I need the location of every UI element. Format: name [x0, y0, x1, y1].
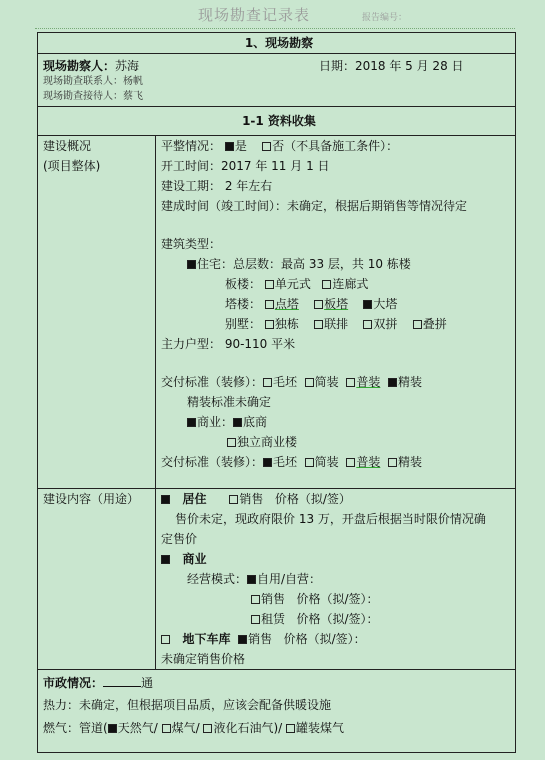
delivery2-rough-checkbox[interactable] [263, 458, 272, 467]
slab-unit-label: 单元式 [274, 277, 311, 291]
commerce-checkbox[interactable] [187, 418, 196, 427]
slab-corridor-label: 连廊式 [332, 277, 369, 291]
garage-note: 未确定销售价格 [161, 652, 246, 666]
construction-duration: 建设工期： 2 年左右 [161, 179, 273, 193]
contact-person: 现场勘查联系人：杨帆 [43, 76, 143, 87]
overview-sublabel: (项目整体) [43, 159, 101, 173]
villa-line [161, 314, 515, 334]
villa-row-checkbox[interactable] [314, 320, 323, 329]
natural-gas-checkbox[interactable] [108, 724, 117, 733]
garage-line [161, 629, 515, 649]
fine-standard-note: 精装标准未确定 [187, 395, 272, 409]
surveyor-label: 现场勘察人： [43, 59, 116, 73]
self-use-label: 自用/自营： [257, 572, 322, 586]
tower-line [161, 294, 515, 314]
delivery-rough-label: 毛坯 [273, 375, 298, 389]
tower-label: 塔楼： [225, 297, 262, 311]
ground-shop-checkbox[interactable] [233, 418, 242, 427]
delivery2-fine-label: 精装 [397, 455, 422, 469]
section1-info-row [38, 54, 516, 107]
commerce-sale-label: 销售 [261, 592, 286, 606]
garage-checkbox[interactable] [161, 635, 170, 644]
section1-title: 1、现场勘察 [38, 33, 516, 54]
receiver-person: 现场勘查接待人：蔡飞 [43, 91, 143, 102]
tower-point-checkbox[interactable] [265, 300, 274, 309]
standalone-commerce-line [161, 432, 515, 452]
residence-text: 住宅：总层数：最高 33 层，共 10 栋楼 [197, 257, 411, 271]
residence-price-label: 价格（拟/签） [274, 492, 351, 506]
start-time: 开工时间：2017 年 11 月 1 日 [161, 159, 330, 173]
garage-label: 地下车库 [182, 632, 231, 646]
flat-yes-label: 是 [234, 139, 247, 153]
tower-big-checkbox[interactable] [363, 300, 372, 309]
delivery-simple-checkbox[interactable] [305, 378, 314, 387]
lpg-checkbox[interactable] [203, 724, 212, 733]
commerce-rent-price: 价格（拟/签）： [296, 612, 379, 626]
flatness-label: 平整情况： [161, 139, 222, 153]
villa-single-checkbox[interactable] [265, 320, 274, 329]
villa-row-label: 联排 [324, 317, 349, 331]
commerce-line [161, 412, 515, 432]
residence-sale-label: 销售 [239, 492, 264, 506]
delivery-normal-checkbox[interactable] [346, 378, 355, 387]
use-residence-checkbox[interactable] [161, 495, 170, 504]
delivery-line [161, 372, 515, 392]
form-title: 现场勘查记录表 [198, 6, 311, 24]
garage-price-label: 价格（拟/签）： [283, 632, 366, 646]
slab-unit-checkbox[interactable] [265, 280, 274, 289]
canned-gas-label: 罐装煤气 [296, 721, 345, 735]
garage-sale-checkbox[interactable] [238, 635, 247, 644]
section1-title-row [38, 33, 516, 54]
lpg-label: 液化石油气)/ [213, 721, 283, 735]
delivery-fine-label: 精装 [397, 375, 422, 389]
commerce-sale-price: 价格（拟/签）： [296, 592, 379, 606]
gas-line [43, 716, 515, 740]
delivery-simple-label: 简装 [314, 375, 339, 389]
flatness-line [161, 136, 515, 156]
ground-shop-label: 底商 [243, 415, 268, 429]
overview-row [38, 136, 516, 489]
commerce-rent-line [161, 609, 515, 629]
self-use-checkbox[interactable] [247, 575, 256, 584]
ops-mode-line [161, 569, 515, 589]
residence-sale-checkbox[interactable] [229, 495, 238, 504]
garage-sale-label: 销售 [248, 632, 273, 646]
delivery2-normal-label: 普装 [356, 455, 381, 469]
price-note-line2: 定售价 [161, 532, 198, 546]
survey-form-table [37, 32, 516, 753]
residence-line [161, 254, 515, 274]
use-residence-label: 居住 [182, 492, 207, 506]
standalone-commerce-label: 独立商业楼 [237, 435, 298, 449]
tower-slab-checkbox[interactable] [314, 300, 323, 309]
section11-title-row [38, 107, 516, 136]
heat-line: 热力：未确定，但根据项目品质，应该会配备供暖设施 [43, 698, 332, 712]
slab-label: 板楼： [225, 277, 262, 291]
residence-use-line [161, 489, 515, 509]
canned-gas-checkbox[interactable] [286, 724, 295, 733]
commerce-sale-line [161, 589, 515, 609]
delivery-label: 交付标准（装修）： [161, 375, 264, 389]
commerce-rent-label: 租赁 [261, 612, 286, 626]
commerce-sale-checkbox[interactable] [251, 595, 260, 604]
villa-double-label: 双拼 [373, 317, 398, 331]
municipal-row [38, 670, 516, 753]
delivery-fine-checkbox[interactable] [388, 378, 397, 387]
delivery2-simple-checkbox[interactable] [305, 458, 314, 467]
villa-stack-label: 叠拼 [422, 317, 447, 331]
gas-prefix: 燃气：管道( [43, 721, 108, 735]
delivery-rough-checkbox[interactable] [263, 378, 272, 387]
delivery2-normal-checkbox[interactable] [346, 458, 355, 467]
flat-no-label: 否（不具备施工条件）： [272, 139, 399, 153]
delivery2-rough-label: 毛坯 [273, 455, 298, 469]
standalone-commerce-checkbox[interactable] [227, 438, 236, 447]
delivery2-line [161, 452, 515, 472]
residence-checkbox[interactable] [187, 260, 196, 269]
delivery-normal-label: 普装 [356, 375, 381, 389]
ops-mode-label: 经营模式： [187, 572, 248, 586]
page-header [0, 4, 545, 26]
flat-no-checkbox[interactable] [262, 142, 271, 151]
use-commerce-checkbox[interactable] [161, 555, 170, 564]
price-note-line1: 售价未定，现政府限价 13 万，开盘后根据当时限价情况确 [175, 512, 486, 526]
completion-time: 建成时间（竣工时间）：未确定，根据后期销售等情况待定 [161, 199, 468, 213]
coal-gas-checkbox[interactable] [162, 724, 171, 733]
building-type-label: 建筑类型： [161, 237, 222, 251]
use-commerce-label: 商业 [182, 552, 207, 566]
tower-big-label: 大塔 [373, 297, 398, 311]
flat-yes-checkbox[interactable] [225, 142, 234, 151]
delivery2-label: 交付标准（装修）： [161, 455, 264, 469]
main-unit-type: 主力户型： 90-110 平米 [161, 337, 296, 351]
villa-single-label: 独栋 [274, 317, 299, 331]
municipal-blank[interactable] [103, 674, 141, 687]
tower-slab-label: 板塔 [324, 297, 349, 311]
content-row [38, 489, 516, 670]
municipal-suffix: 通 [141, 676, 154, 690]
content-label: 建设内容（用途） [38, 489, 156, 670]
natural-gas-label: 天然气/ [117, 721, 158, 735]
survey-date: 日期：2018 年 5 月 28 日 [319, 59, 464, 73]
villa-stack-checkbox[interactable] [413, 320, 422, 329]
tower-point-label: 点塔 [274, 297, 299, 311]
delivery2-fine-checkbox[interactable] [388, 458, 397, 467]
delivery2-simple-label: 简装 [314, 455, 339, 469]
municipal-line [43, 672, 515, 694]
commerce-use-line [161, 549, 515, 569]
surveyor-name: 苏海 [115, 59, 140, 73]
slab-line [161, 274, 515, 294]
overview-label: 建设概况 [43, 139, 92, 153]
report-number-label: 报告编号： [362, 13, 408, 23]
commerce-label: 商业： [197, 415, 234, 429]
villa-label: 别墅： [225, 317, 262, 331]
commerce-rent-checkbox[interactable] [251, 615, 260, 624]
section11-title: 1-1 资料收集 [38, 107, 516, 136]
coal-gas-label: 煤气/ [171, 721, 200, 735]
municipal-label: 市政情况： [43, 676, 104, 690]
slab-corridor-checkbox[interactable] [322, 280, 331, 289]
villa-double-checkbox[interactable] [363, 320, 372, 329]
